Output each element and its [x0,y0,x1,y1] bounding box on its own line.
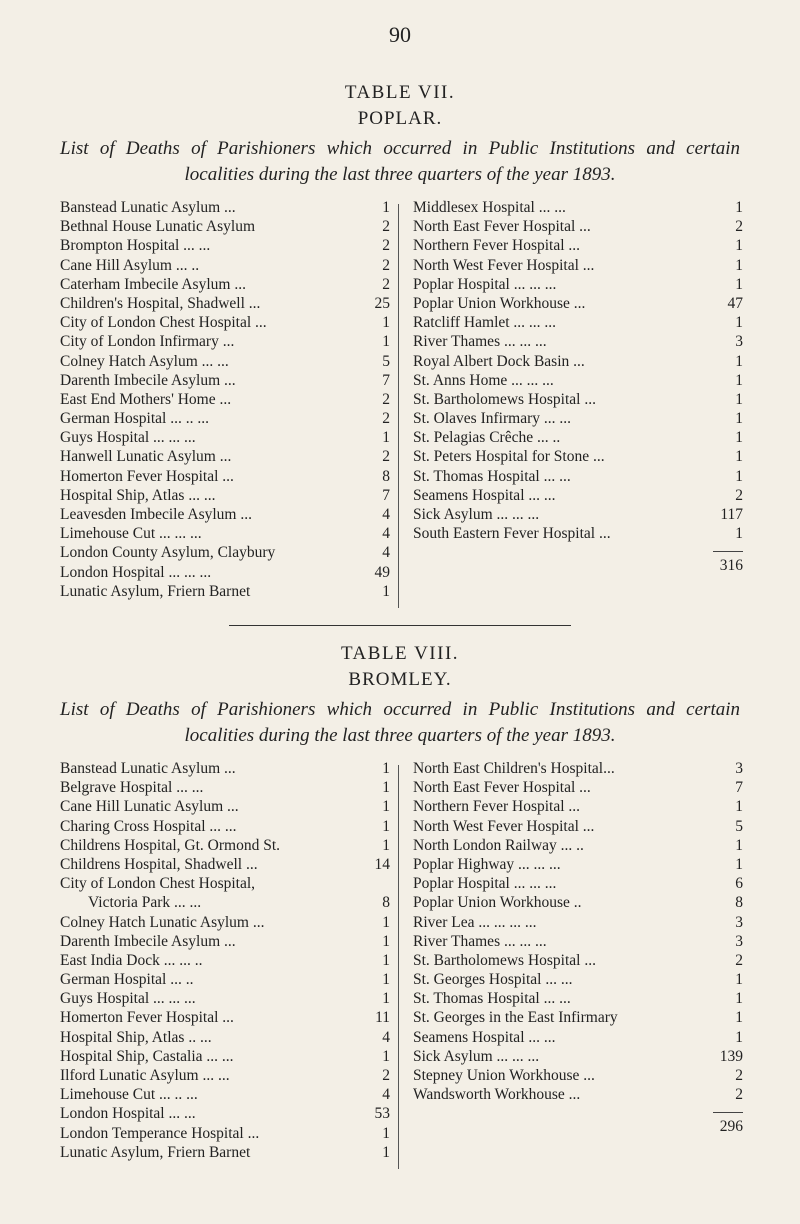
death-count: 1 [382,798,390,816]
table-row [60,524,390,543]
table-row [413,409,743,428]
institution-name: Lunatic Asylum, Friern Barnet [60,1143,251,1161]
table-row [60,759,390,778]
table-row [413,313,743,332]
death-count: 3 [735,333,743,351]
institution-name: Cane Hill Asylum ... .. [60,256,200,274]
institution-name: Middlesex Hospital ... ... [413,199,566,216]
table-row [413,486,743,505]
institution-name: Banstead Lunatic Asylum ... [60,199,236,216]
death-count: 2 [735,1067,743,1084]
table-row [60,582,390,601]
death-count: 25 [374,294,390,312]
death-count: 2 [382,448,390,466]
table-row [60,1104,390,1123]
death-count: 2 [382,237,390,255]
table-vii-section [0,82,800,628]
death-count: 1 [735,237,743,255]
institution-name: Hospital Ship, Castalia ... ... [60,1047,234,1065]
institution-name: St. Bartholomews Hospital ... [413,951,596,969]
institution-name: Seamens Hospital ... ... [413,1028,556,1046]
table-row [60,486,390,505]
table-row [413,1066,743,1085]
institution-name: Poplar Highway ... ... ... [413,855,561,873]
death-count: 4 [382,1086,390,1104]
institution-name: North East Fever Hospital ... [413,218,591,236]
table-row [60,1085,390,1104]
section-divider [229,625,571,626]
total-value: 316 [719,557,743,575]
institution-name: German Hospital ... .. [60,971,194,989]
total-rule [413,543,743,557]
institution-name: Homerton Fever Hospital ... [60,1009,234,1027]
institution-name: Ilford Lunatic Asylum ... ... [60,1067,230,1084]
table-row [413,1085,743,1104]
institution-name: Seamens Hospital ... ... [413,486,556,504]
total-row [413,1118,743,1140]
table-columns [0,759,800,1189]
death-count: 2 [382,1067,390,1084]
institution-name: Children's Hospital, Shadwell ... [60,294,261,312]
table-row [413,1047,743,1066]
table-row [413,217,743,236]
table-row [60,447,390,466]
left-column [60,759,390,1162]
death-count: 1 [735,314,743,332]
total-value: 296 [719,1118,743,1136]
institution-name: Cane Hill Lunatic Asylum ... [60,798,239,816]
death-count: 1 [382,429,390,447]
table-title: TABLE VII. [344,82,456,103]
death-count: 1 [382,971,390,989]
death-count: 1 [735,390,743,408]
table-row [60,543,390,562]
table-row [60,236,390,255]
death-count: 1 [382,333,390,351]
institution-name: River Thames ... ... ... [413,333,547,351]
table-row [60,1124,390,1143]
right-column [413,198,743,579]
table-row [413,371,743,390]
table-row [413,256,743,275]
death-count: 1 [382,760,390,777]
death-count: 1 [382,836,390,854]
institution-name: East End Mothers' Home ... [60,390,232,408]
table-caption: List of Deaths of Parishioners which occurred in Public Institutions and certain localities during the last three quarters of the year 1893. [60,699,740,746]
institution-name: St. Olaves Infirmary ... ... [413,410,571,428]
institution-name: River Lea ... ... ... ... [413,913,537,931]
table-row [60,817,390,836]
institution-name: Caterham Imbecile Asylum ... [60,275,246,293]
institution-name: North West Fever Hospital ... [413,817,595,835]
institution-name: East India Dock ... ... .. [60,951,203,969]
death-count: 2 [735,1086,743,1104]
death-count: 1 [735,467,743,485]
death-count: 1 [735,371,743,389]
institution-name: Bethnal House Lunatic Asylum [60,218,256,236]
institution-name: Childrens Hospital, Gt. Ormond St. [60,836,281,854]
table-row [413,778,743,797]
table-row [60,1143,390,1162]
death-count: 7 [735,779,743,797]
institution-name: St. Peters Hospital for Stone ... [413,448,605,466]
death-count: 1 [382,1143,390,1161]
table-row [413,932,743,951]
death-count: 1 [382,932,390,950]
death-count: 1 [382,1124,390,1142]
table-row [60,797,390,816]
table-row [60,217,390,236]
death-count: 8 [735,894,743,912]
institution-name: Sick Asylum ... ... ... [413,506,540,523]
death-count: 2 [382,275,390,293]
death-count: 2 [382,390,390,408]
institution-name: St. Georges Hospital ... ... [413,971,573,989]
table-row [413,294,743,313]
death-count: 1 [735,1028,743,1046]
institution-name: City of London Infirmary ... [60,333,235,351]
table-row [413,797,743,816]
institution-name: Northern Fever Hospital ... [413,798,581,816]
institution-name: North London Railway ... .. [413,836,584,854]
institution-name: Colney Hatch Asylum ... ... [60,352,229,370]
institution-name: Hospital Ship, Atlas ... ... [60,486,216,504]
left-column [60,198,390,601]
death-count: 4 [382,525,390,543]
death-count: 1 [382,1047,390,1065]
institution-name: St. Pelagias Crêche ... .. [413,429,561,447]
institution-name: North East Children's Hospital... [413,760,615,777]
death-count: 1 [382,779,390,797]
death-count: 1 [382,199,390,216]
death-count: 5 [735,817,743,835]
death-count: 1 [735,971,743,989]
table-row [60,563,390,582]
death-count: 1 [735,275,743,293]
institution-name: Belgrave Hospital ... ... [60,779,204,797]
institution-name: Poplar Hospital ... ... ... [413,275,557,293]
table-viii-section [0,643,800,1189]
table-row [413,951,743,970]
death-count: 1 [735,256,743,274]
institution-name: Brompton Hospital ... ... [60,237,211,255]
table-row [60,505,390,524]
column-divider [398,765,399,1169]
table-row [413,874,743,893]
death-count: 1 [382,913,390,931]
table-row [413,467,743,486]
table-row [60,1047,390,1066]
death-count: 14 [374,855,390,873]
death-count: 5 [382,352,390,370]
district-heading: POPLAR. [357,108,443,129]
death-count: 8 [382,894,390,912]
institution-name: Royal Albert Dock Basin ... [413,352,585,370]
death-count: 3 [735,932,743,950]
death-count: 49 [374,563,390,581]
death-count: 1 [735,352,743,370]
table-row [413,836,743,855]
institution-name: Poplar Union Workhouse .. [413,894,582,912]
death-count: 1 [735,990,743,1008]
death-count: 1 [382,990,390,1008]
table-row [413,198,743,217]
institution-name: Poplar Union Workhouse ... [413,294,586,312]
death-count: 4 [382,1028,390,1046]
death-count: 47 [727,294,743,312]
death-count: 1 [382,817,390,835]
death-count: 1 [735,525,743,543]
table-row [60,932,390,951]
institution-name: Guys Hospital ... ... ... [60,990,196,1008]
death-count: 1 [735,1009,743,1027]
institution-name: St. Bartholomews Hospital ... [413,390,596,408]
institution-name: City of London Chest Hospital, [60,875,256,893]
table-row [413,447,743,466]
institution-name: London County Asylum, Claybury [60,544,276,562]
table-row [413,970,743,989]
table-row [60,352,390,371]
table-caption: List of Deaths of Parishioners which occurred in Public Institutions and certain localities during the last three quarters of the year 1893. [60,138,740,185]
table-row [60,256,390,275]
death-count: 1 [735,798,743,816]
table-row [413,332,743,351]
death-count: 2 [382,256,390,274]
table-row [60,332,390,351]
table-row [60,198,390,217]
death-count: 139 [719,1047,743,1065]
table-row [60,893,390,912]
death-count: 2 [735,951,743,969]
institution-name: South Eastern Fever Hospital ... [413,525,611,543]
table-row [413,236,743,255]
table-row [413,759,743,778]
institution-name: London Hospital ... ... ... [60,563,212,581]
table-row [60,836,390,855]
death-count: 3 [735,913,743,931]
table-row [60,1008,390,1027]
death-count: 2 [735,218,743,236]
right-column [413,759,743,1140]
death-count: 11 [375,1009,390,1027]
table-row [60,275,390,294]
column-divider [398,204,399,608]
death-count: 1 [735,448,743,466]
institution-name: Sick Asylum ... ... ... [413,1047,540,1065]
table-columns [0,198,800,628]
table-title: TABLE VIII. [340,643,460,664]
death-count: 2 [382,410,390,428]
institution-name: London Hospital ... ... [60,1105,196,1123]
institution-name: Darenth Imbecile Asylum ... [60,932,236,950]
institution-name: Limehouse Cut ... ... ... [60,525,202,543]
institution-name: Banstead Lunatic Asylum ... [60,760,236,777]
table-row [60,970,390,989]
table-row [413,524,743,543]
death-count: 3 [735,760,743,777]
death-count: 4 [382,506,390,523]
table-row [413,989,743,1008]
death-count: 1 [382,951,390,969]
institution-name: Hanwell Lunatic Asylum ... [60,448,232,466]
institution-name: Hospital Ship, Atlas .. ... [60,1028,212,1046]
table-row [413,390,743,409]
table-row [60,989,390,1008]
institution-name: Homerton Fever Hospital ... [60,467,234,485]
table-row [60,1028,390,1047]
table-row [413,1008,743,1027]
table-row [413,352,743,371]
institution-name: St. Thomas Hospital ... ... [413,467,571,485]
table-row [60,951,390,970]
total-rule [413,1104,743,1118]
institution-name: Limehouse Cut ... .. ... [60,1086,198,1104]
table-row [60,428,390,447]
death-count: 1 [735,855,743,873]
death-count: 7 [382,486,390,504]
institution-name: Ratcliff Hamlet ... ... ... [413,314,557,332]
table-row [413,1028,743,1047]
institution-name: St. Anns Home ... ... ... [413,371,554,389]
institution-name: St. Georges in the East Infirmary [413,1009,618,1027]
death-count: 7 [382,371,390,389]
death-count: 1 [735,410,743,428]
institution-name: Childrens Hospital, Shadwell ... [60,855,258,873]
table-row [413,505,743,524]
death-count: 1 [382,582,390,600]
death-count: 6 [735,875,743,893]
table-row [60,467,390,486]
table-row [60,913,390,932]
institution-name: London Temperance Hospital ... [60,1124,260,1142]
institution-name: Victoria Park ... ... [88,894,202,912]
table-row [413,893,743,912]
table-row [60,409,390,428]
institution-name: Darenth Imbecile Asylum ... [60,371,236,389]
institution-name: Poplar Hospital ... ... ... [413,875,557,893]
table-row [60,371,390,390]
table-row [60,294,390,313]
institution-name: Guys Hospital ... ... ... [60,429,196,447]
table-row [60,874,390,893]
death-count: 4 [382,544,390,562]
death-count: 1 [735,199,743,216]
institution-name: Wandsworth Workhouse ... [413,1086,581,1104]
total-row [413,557,743,579]
district-heading: BROMLEY. [348,669,452,690]
institution-name: Charing Cross Hospital ... ... [60,817,237,835]
death-count: 1 [382,314,390,332]
table-row [60,313,390,332]
institution-name: Leavesden Imbecile Asylum ... [60,506,252,523]
institution-name: Northern Fever Hospital ... [413,237,581,255]
institution-name: North East Fever Hospital ... [413,779,591,797]
institution-name: North West Fever Hospital ... [413,256,595,274]
death-count: 117 [720,506,743,523]
page-number: 90 [389,22,411,47]
institution-name: German Hospital ... .. ... [60,410,209,428]
table-row [413,817,743,836]
table-row [413,913,743,932]
table-row [60,855,390,874]
table-row [60,778,390,797]
death-count: 53 [374,1105,390,1123]
table-row [413,428,743,447]
death-count: 2 [382,218,390,236]
death-count: 2 [735,486,743,504]
institution-name: Lunatic Asylum, Friern Barnet [60,582,251,600]
institution-name: Stepney Union Workhouse ... [413,1067,595,1084]
institution-name: Colney Hatch Lunatic Asylum ... [60,913,265,931]
institution-name: City of London Chest Hospital ... [60,314,267,332]
table-row [413,855,743,874]
death-count: 1 [735,836,743,854]
table-row [413,275,743,294]
institution-name: St. Thomas Hospital ... ... [413,990,571,1008]
table-row [60,1066,390,1085]
death-count: 8 [382,467,390,485]
death-count: 1 [735,429,743,447]
table-row [60,390,390,409]
institution-name: River Thames ... ... ... [413,932,547,950]
